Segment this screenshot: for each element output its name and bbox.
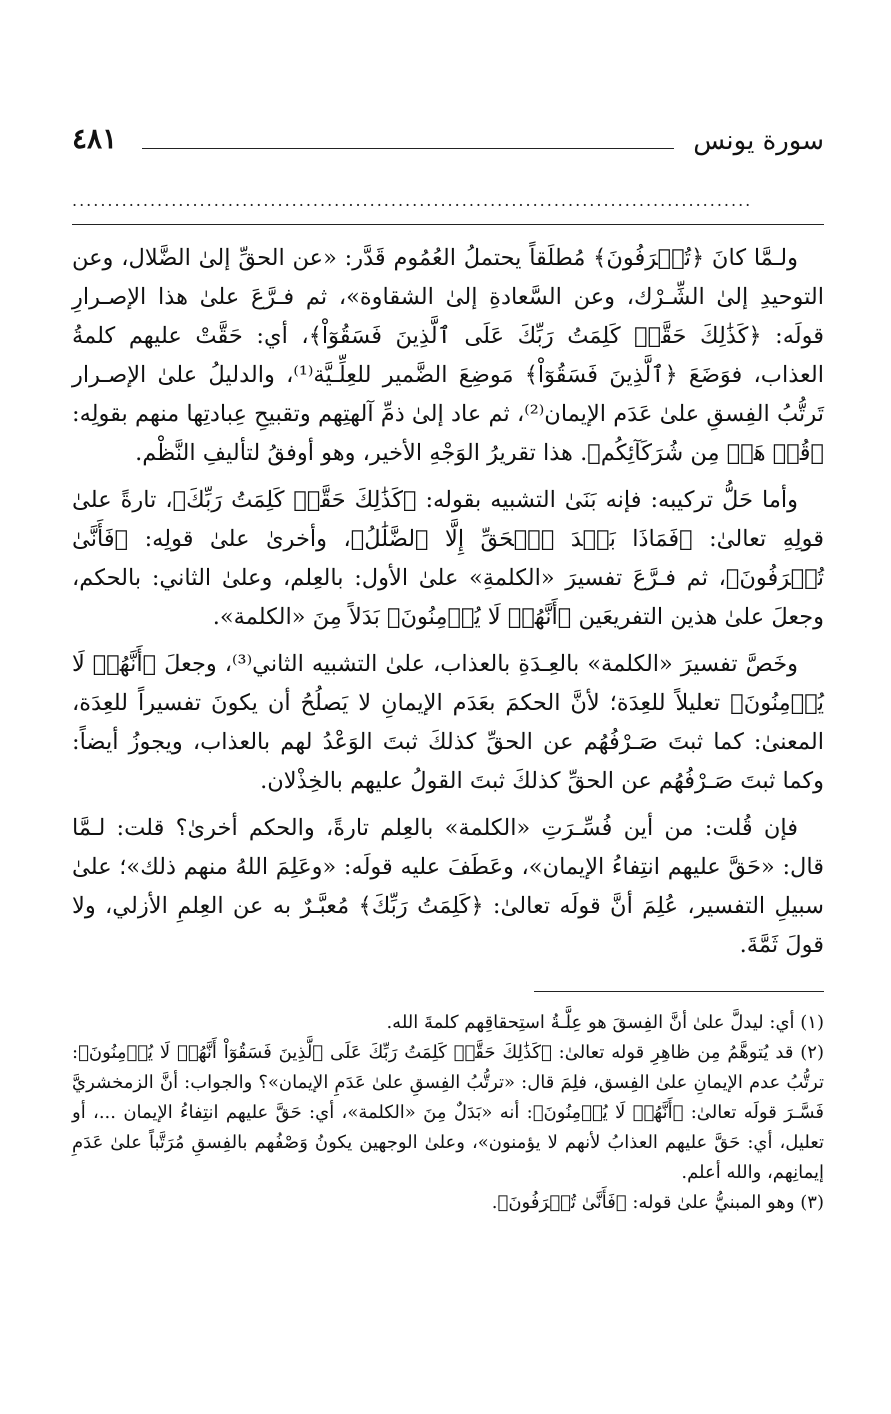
footnote-3: (٣) وهو المبنيُّ علىٰ قوله: ﴿فَأَنَّىٰ تُصۡرَفُونَ﴾. bbox=[491, 1192, 824, 1213]
paragraph-4: فإن قُلت: من أين فُسِّـرَتِ «الكلمة» بالعِلم تارةً، والحكم أخرىٰ؟ قلت: لـمَّا قال: «حَقَّ عليهم انتِفاءُ الإيمان»، وعَطَفَ عليه قولَه: «وعَلِمَ اللهُ منهم ذلك»؛ علىٰ سبيلِ التفسير، عُلِمَ أنَّ قولَه تعالىٰ: ﴿كَلِمَتُ رَبِّكَ﴾ مُعبَّـرٌ به عن العِلمِ الأزلي، ولا قولَ ثَمَّةَ. bbox=[72, 815, 824, 958]
book-page bbox=[72, 120, 824, 1218]
main-text bbox=[72, 239, 824, 965]
footnote-2: (٢) قد يُتوهَّمُ مِن ظاهِرِ قوله تعالىٰ: ﴿كَذَٰلِكَ حَقَّتۡ كَلِمَتُ رَبِّكَ عَلَى ٱلَّذِينَ فَسَقُوٓاْ أَنَّهُمۡ لَا يُؤۡمِنُونَ﴾: ترتُّبُ عدم الإيمانِ علىٰ الفِسق، فلِمَ قال: «ترتُّبُ الفِسقِ علىٰ عَدَمِ الإيمان»؟ والجواب: أنَّ الزمخشريَّ فَسَّـرَ قولَه تعالىٰ: ﴿أَنَّهُمۡ لَا يُؤۡمِنُونَ﴾: أنه «بَدَلٌ مِنَ «الكلمة»، أي: حَقَّ عليهم انتِفاءُ الإيمان ...، أو تعليل، أي: حَقَّ عليهم العذابُ لأنهم لا يؤمنون»، وعلىٰ الوجهين يكونُ وَصْفُهم بالفِسقِ مُرَتَّباً علىٰ عَدَمِ إيمانِهم، والله أعلم. bbox=[72, 1042, 824, 1183]
header-underline bbox=[72, 224, 824, 225]
page-number: ٤٨١ bbox=[72, 122, 118, 155]
footnote-rule bbox=[534, 991, 824, 992]
paragraph-3: وخَصَّ تفسيرَ «الكلمة» بالعِـدَةِ بالعذاب، علىٰ التشبيه الثاني⁽³⁾، وجعلَ ﴿أَنَّهُمۡ لَا يُؤۡمِنُونَ﴾ تعليلاً للعِدَة؛ لأنَّ الحكمَ بعَدَم الإيمانِ لا يَصلُحُ أن يكونَ تفسيراً للعِدَة، المعنىٰ: كما ثبتَ صَـرْفُهُم عن الحقِّ كذلكَ ثبتَ الوَعْدُ لهم بالعذاب، ويجوزُ أيضاً: وكما ثبتَ صَـرْفُهُم عن الحقِّ كذلكَ ثبتَ القولُ عليهم بالخِذْلان. bbox=[72, 651, 824, 794]
page-header bbox=[72, 120, 824, 166]
paragraph-1: ولـمَّا كانَ ﴿تُصۡرَفُونَ﴾ مُطلَقاً يحتملُ العُمُوم قَدَّر: «عن الحقِّ إلىٰ الضَّلال، وعن التوحيدِ إلىٰ الشِّـرْك، وعن السَّعادةِ إلىٰ الشقاوة»، ثم فـرَّعَ علىٰ هذا الإصـرارِ قولَه: ﴿كَذَٰلِكَ حَقَّتۡ كَلِمَتُ رَبِّكَ عَلَى ٱلَّذِينَ فَسَقُوٓاْ﴾، أي: حَقَّتْ عليهم كلمةُ العذاب، فوَضَعَ ﴿ٱلَّذِينَ فَسَقُوٓاْ﴾ مَوضِعَ الضَّمير للعِلِّـيَّة⁽¹⁾، والدليلُ علىٰ الإصـرار تَرتُّبُ الفِسقِ علىٰ عَدَم الإيمان⁽²⁾، ثم عاد إلىٰ ذمِّ آلهتِهم وتقبيحِ عِبادتِها منهم بقولِه: ﴿قُلۡ هَلۡ مِن شُرَكَآئِكُم﴾. هذا تقريرُ الوَجْهِ الأخير، وهو أوفقُ لتأليفِ النَّظْم. bbox=[72, 245, 824, 466]
dotted-separator: ................................................................................................ bbox=[72, 192, 753, 210]
surah-title: سورة يونس bbox=[693, 126, 824, 156]
footnote-1: (١) أي: ليدلَّ علىٰ أنَّ الفِسقَ هو عِلَّـةُ استِحقاقِهم كلمةَ الله. bbox=[386, 1012, 824, 1033]
footnotes bbox=[72, 1008, 824, 1218]
header-rule bbox=[142, 148, 674, 149]
paragraph-2: وأما حَلُّ تركيبه: فإنه بَنَىٰ التشبيه بقوله: ﴿كَذَٰلِكَ حَقَّتۡ كَلِمَتُ رَبِّكَ﴾، تارةً علىٰ قولِهِ تعالىٰ: ﴿فَمَاذَا بَعۡدَ ٱلۡحَقِّ إِلَّا ٱلضَّلَٰلُ﴾، وأخرىٰ علىٰ قولِه: ﴿فَأَنَّىٰ تُصۡرَفُونَ﴾، ثم فـرَّعَ تفسيرَ «الكلمةِ» علىٰ الأول: بالعِلم، وعلىٰ الثاني: بالحكم، وجعلَ علىٰ هذين التفريعَين ﴿أَنَّهُمۡ لَا يُؤۡمِنُونَ﴾ بَدَلاً مِنَ «الكلمة». bbox=[72, 487, 824, 630]
